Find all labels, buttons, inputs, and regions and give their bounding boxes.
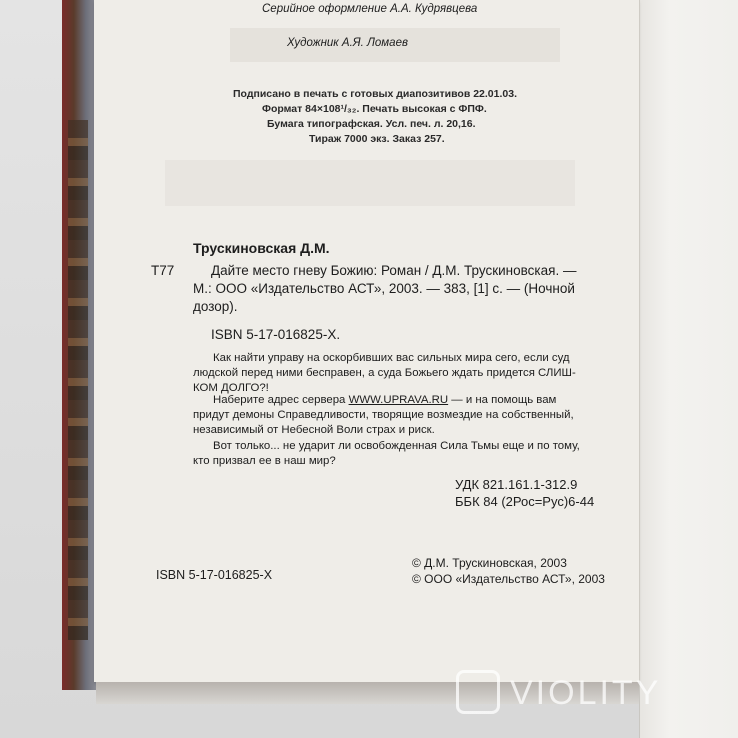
catalog-author: Трускиновская Д.М.	[193, 240, 330, 256]
paper-line: Бумага типографская. Усл. печ. л. 20,16.	[267, 118, 476, 130]
annotation-p2-prefix: Наберите адрес сервера	[213, 394, 349, 406]
footer-isbn: ISBN 5-17-016825-X	[156, 568, 273, 582]
server-link[interactable]: WWW.UPRAVA.RU	[348, 394, 449, 406]
cover-texture	[68, 120, 88, 640]
annotation-p3-l2: кто призвал ее в наш мир?	[193, 455, 336, 467]
udk-code: УДК 821.161.1-312.9	[455, 477, 578, 492]
annotation-p2-suffix: — и на помощь вам	[448, 394, 557, 406]
catalog-isbn: ISBN 5-17-016825-X.	[211, 327, 341, 342]
series-design-credit: Серийное оформление А.А. Кудрявцева	[262, 3, 478, 15]
watermark-text: VIOLITY	[510, 674, 662, 712]
catalog-line-2: М.: ООО «Издательство АСТ», 2003. — 383, [1] с. — (Ночной	[193, 281, 575, 296]
watermark	[456, 668, 716, 720]
annotation-p2-l2: придут демоны Справедливости, творящие возмездие на собственный,	[193, 409, 574, 421]
annotation-p2-l3: независимый от Небесной Воли страх и риск.	[193, 424, 435, 436]
watermark-logo-icon	[456, 670, 500, 714]
right-page	[639, 0, 738, 738]
showthrough-block-2	[165, 160, 575, 206]
annotation-p1-l2: людской перед ними бесправен, а суда Божьего ждать придется СЛИШ-	[193, 367, 576, 379]
annotation-p1-l1: Как найти управу на оскорбивших вас сильных мира сего, если суд	[213, 352, 570, 364]
catalog-code: Т77	[151, 263, 175, 278]
run-line: Тираж 7000 экз. Заказ 257.	[309, 133, 445, 145]
format-line: Формат 84×108¹/₃₂. Печать высокая с ФПФ.	[262, 103, 487, 115]
annotation-p2-l1	[213, 394, 556, 406]
catalog-line-3: дозор).	[193, 299, 238, 314]
copyright-author: © Д.М. Трускиновская, 2003	[412, 556, 567, 570]
annotation-p3-l1: Вот только... не ударит ли освобожденная Сила Тьмы еще и по тому,	[213, 440, 580, 452]
signed-to-print: Подписано в печать с готовых диапозитивов 22.01.03.	[233, 88, 517, 100]
catalog-line-1: Дайте место гневу Божию: Роман / Д.М. Трускиновская. —	[211, 263, 577, 278]
bbk-code: ББК 84 (2Рос=Рус)6-44	[455, 494, 595, 509]
annotation-p1-l3: КОМ ДОЛГО?!	[193, 382, 269, 394]
copyright-publisher: © ООО «Издательство АСТ», 2003	[412, 572, 605, 586]
artist-credit: Художник А.Я. Ломаев	[287, 37, 408, 49]
